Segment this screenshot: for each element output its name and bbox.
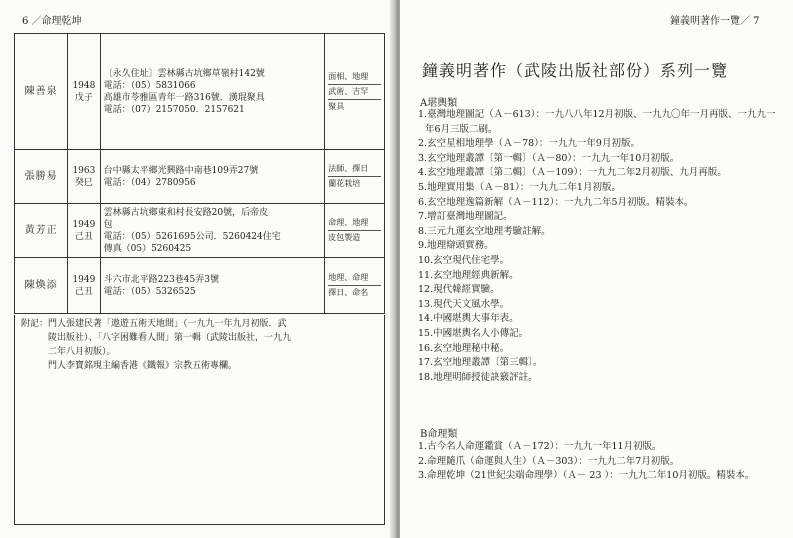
list-item: 9.地理辯頭實務。 bbox=[418, 240, 494, 252]
table-row bbox=[15, 258, 385, 314]
subjects-cell: 法師、擇日 蘭花栽培 bbox=[325, 150, 385, 204]
left-page-header: 6 ／命理乾坤 bbox=[22, 16, 82, 27]
person-name: 陳善泉 bbox=[15, 34, 68, 150]
birth-year: 1948 戊子 bbox=[68, 34, 100, 150]
birth-year: 1949 己丑 bbox=[68, 258, 100, 314]
person-name: 張勝易 bbox=[15, 150, 68, 204]
works-list-a bbox=[418, 108, 783, 385]
list-item: 11.玄空地理經典新解。 bbox=[418, 269, 519, 281]
list-item: 7.增訂臺灣地理圖記。 bbox=[418, 211, 513, 223]
page-title: 鐘義明著作（武陵出版社部份）系列一覽 bbox=[422, 61, 729, 80]
table-row bbox=[15, 150, 385, 204]
list-item: 18.地理明師授徒訣竅評註。 bbox=[418, 371, 538, 383]
list-item: 3.命理乾坤（21世紀尖端命理學）（Ａ－ 23 ）：一九九二年10月初版。精裝本。 bbox=[418, 470, 755, 482]
list-item: 4.玄空地理叢譚〔第二輯〕（Ａ－109）：一九九二年2月初版、九月再版。 bbox=[418, 167, 727, 179]
section-heading-a: A堪輿類 bbox=[420, 98, 458, 109]
list-item: 16.玄空地理秘中秘。 bbox=[418, 342, 510, 354]
list-item: 8.三元九運玄空地理考驗註解。 bbox=[418, 225, 551, 237]
subjects-cell: 地理、命理 擇日、命名 bbox=[325, 258, 385, 314]
appendix-note: 附記：門人張建民著「遨遊五術天地間」（一九九一年九月初版．武 陵出版社）、「八字困難看人間」第一輯（武陵出版社，一九九 二年八月初版）。 門人李寶銘現主編香港《鐵報》宗教五術專欄。 bbox=[14, 315, 385, 525]
list-item: 1.臺灣地理圖記（Ａ－613）：一九八八年12月初版、一九九〇年一月再版、一九九一年6月三版二刷。 bbox=[418, 109, 776, 135]
subjects-cell: 面相、地理 武術、吉罕 聚具 bbox=[325, 34, 385, 150]
table-row bbox=[15, 34, 385, 150]
address-cell: 〔永久住址〕雲林縣古坑鄉草嶺村142號 電話：（05）5831066 高雄市苓雅區青年一路316號．漢琨聚具 電話：（07）2157050．2157621 bbox=[100, 34, 325, 150]
person-name: 黃芳正 bbox=[15, 204, 68, 258]
list-item: 15.中國堪輿名人小傳記。 bbox=[418, 327, 529, 339]
list-item: 17.玄空地理叢譚〔第三輯〕。 bbox=[418, 357, 543, 369]
person-name: 陳煥添 bbox=[15, 258, 68, 314]
list-item: 2.命理隨爪（命運與人生）（Ａ－303）：一九九二年7月初版。 bbox=[418, 455, 680, 467]
list-item: 14.中國堪輿大事年表。 bbox=[418, 313, 519, 325]
address-cell: 雲林縣古坑鄉東和村長安路20號，后帝皮 包 電話：（05）5261695公司．5260424住宅 傳真（05）5260425 bbox=[100, 204, 325, 258]
list-item: 12.現代韓經實驗。 bbox=[418, 284, 500, 296]
works-list-b bbox=[418, 440, 783, 484]
list-item: 6.玄空地理逸篇新解（Ａ－112）：一九九二年5月初版。精裝本。 bbox=[418, 196, 694, 208]
list-item: 10.玄空現代住宅學。 bbox=[418, 254, 510, 266]
address-cell: 台中縣太平鄉光興路中南巷109弄27號 電話：（04）2780956 bbox=[100, 150, 325, 204]
contacts-table bbox=[14, 33, 385, 314]
list-item: 1.古今名人命運鑑賞（Ａ－172）：一九九一年11月初版。 bbox=[418, 441, 662, 452]
table-row bbox=[15, 204, 385, 258]
birth-year: 1949 己丑 bbox=[68, 204, 100, 258]
subjects-cell: 命理、地理 皮包製造 bbox=[325, 204, 385, 258]
list-item: 2.玄空星相地理學（Ａ－78）：一九九一年9月初版。 bbox=[418, 138, 640, 150]
list-item: 5.地理實用集（Ａ－81）：一九九二年1月初版。 bbox=[418, 181, 621, 193]
right-page-header: 鐘義明著作一覽／ 7 bbox=[670, 16, 760, 27]
birth-year: 1963 癸巳 bbox=[68, 150, 100, 204]
list-item: 13.現代天文風水學。 bbox=[418, 298, 510, 310]
address-cell: 斗六市北平路223巷45弄3號 電話：（05）5326525 bbox=[100, 258, 325, 314]
list-item: 3.玄空地理叢譚〔第一輯〕（Ａ－80）：一九九一年10月初版。 bbox=[418, 152, 680, 164]
section-heading-b: B命理類 bbox=[420, 429, 458, 440]
